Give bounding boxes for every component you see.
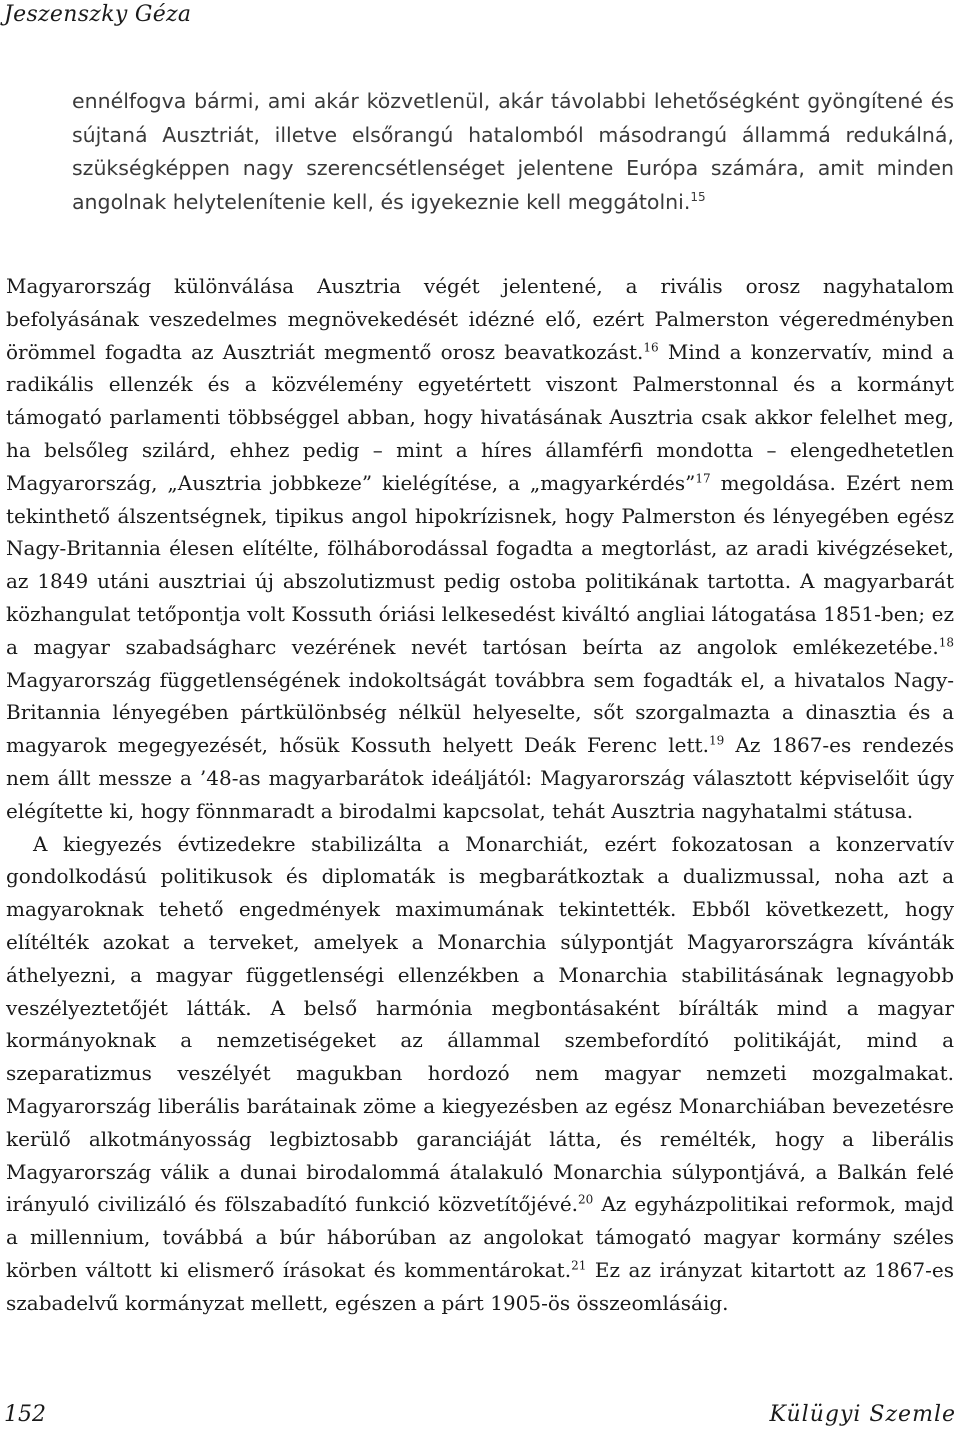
paragraph-text: Mind a konzervatív, mind a radikális ellenzék és a közvélemény egyetértett viszont Palmerstonnal és a kormányt támogató parlamenti többséggel abban, hogy hivatásának Ausztria csak akkor felelhet meg, ha belsőleg szilárd, ehhez pedig – mint a híres államférfi mondotta – elengedhetetlen Magyarország, „Ausztria jobbkeze” kielégítése, a „magyarkérdés” (6, 339, 954, 495)
block-quote (72, 85, 954, 219)
paragraph-2 (6, 828, 954, 1320)
paragraph-text: Magyarország függetlenségének indokoltságát továbbra sem fogadták el, a hivatalos Nagy-Britannia lényegében pártkülönbség nélkül helyeselte, sőt szorgalmazta a dinasztia és a magyarok megegyezését, hősük Kossuth helyett Deák Ferenc lett. (6, 667, 954, 758)
footnote-ref-21[interactable]: 21 (571, 1258, 587, 1273)
footnote-ref-19[interactable]: 19 (708, 733, 725, 748)
footnote-ref-17[interactable]: 17 (695, 471, 711, 486)
paragraph-text: Ez az irányzat kitartott az 1867-es szabadelvű kormányzat mellett, egészen a párt 1905-ös összeomlásáig. (6, 1257, 954, 1315)
paragraph-text: Magyarország különválása Ausztria végét jelentené, a rivális orosz nagyhatalom befolyásának veszedelmes megnövekedését idézné elő, ezért Palmerston végeredményben örömmel fogadta az Ausztriát megmentő orosz beavatkozást. (6, 274, 954, 364)
paragraph-text: megoldása. Ezért nem tekinthető álszentségnek, tipikus angol hipokrízisnek, hogy Palmerston és lényegében egész Nagy-Britannia élesen elítélte, fölháborodással fogadta a megtorlást, az aradi kivégzéseket, az 1849 utáni ausztriai új abszolutizmust pedig ostoba politikának tartotta. A magyarbarát közhangulat tetőpontja volt Kossuth óriási lelkesedést kiváltó angliai látogatása 1851-ben; ez a magyar szabadságharc vezérének nevét tartósan beírta az angolok emlékezetébe. (6, 470, 954, 659)
paragraph-1 (6, 270, 954, 828)
body-text (6, 270, 954, 1320)
footnote-ref-16[interactable]: 16 (643, 339, 659, 354)
running-head: Jeszenszky Géza (4, 2, 192, 27)
footnote-ref-15[interactable]: 15 (690, 189, 706, 204)
footnote-ref-20[interactable]: 20 (578, 1192, 594, 1207)
paragraph-text: Az egyházpolitikai reformok, majd a millennium, továbbá a búr háborúban az angolokat támogató magyar kormány széles körben váltott ki elismerő írásokat és kommentárokat. (6, 1192, 954, 1282)
paragraph-text: A kiegyezés évtizedekre stabilizálta a Monarchiát, ezért fokozatosan a konzervatív gondolkodású politikusok és diplomaták is megbarátkoztak a dualizmussal, noha azt a magyaroknak tehető engedmények maximumának tekintették. Ebből következett, hogy elítélték azokat a terveket, amelyek a Monarchia súlypontját Magyarországra kívánták áthelyezni, a magyar függetlenségi ellenzékben a Monarchia stabilitásának legnagyobb veszélyeztetőjét látták. A belső harmónia megbontásaként bírálták mind a magyar kormányoknak a nemzetiségeket az állammal szembefordító politikáját, mind a szeparatizmus veszélyét magukban hordozó nem magyar nemzeti mozgalmakat. Magyarország liberális barátainak zöme a kiegyezésben az egész Monarchiában bevezetésre kerülő alkotmányosság legbiztosabb garanciáját látta, és remélték, hogy a liberális Magyarország válik a dunai birodalommá átalakuló Monarchia súlypontjává, a Balkán felé irányuló civilizáló és fölszabadító funkció közvetítőjévé. (6, 831, 954, 1217)
quote-text: ennélfogva bármi, ami akár közvetlenül, akár távolabbi lehetőségként gyöngítené és sújtaná Ausztriát, illetve elsőrangú hatalomból másodrangú állammá redukálná, szükségképpen nagy szerencsétlenséget jelentene Európa számára, amit minden angolnak helytelenítenie kell, és igyekeznie kell meggátolni. (72, 89, 954, 214)
journal-title: Külügyi Szemle (769, 1402, 956, 1427)
paragraph-text: Az 1867-es rendezés nem állt messze a ’48-as magyarbarátok ideáljától: Magyarország választott képviselőit úgy elégítette ki, hogy fönnmaradt a birodalmi kapcsolat, tehát Ausztria nagyhatalmi státusa. (6, 733, 954, 823)
footnote-ref-18[interactable]: 18 (938, 635, 954, 650)
page-number: 152 (4, 1402, 46, 1427)
